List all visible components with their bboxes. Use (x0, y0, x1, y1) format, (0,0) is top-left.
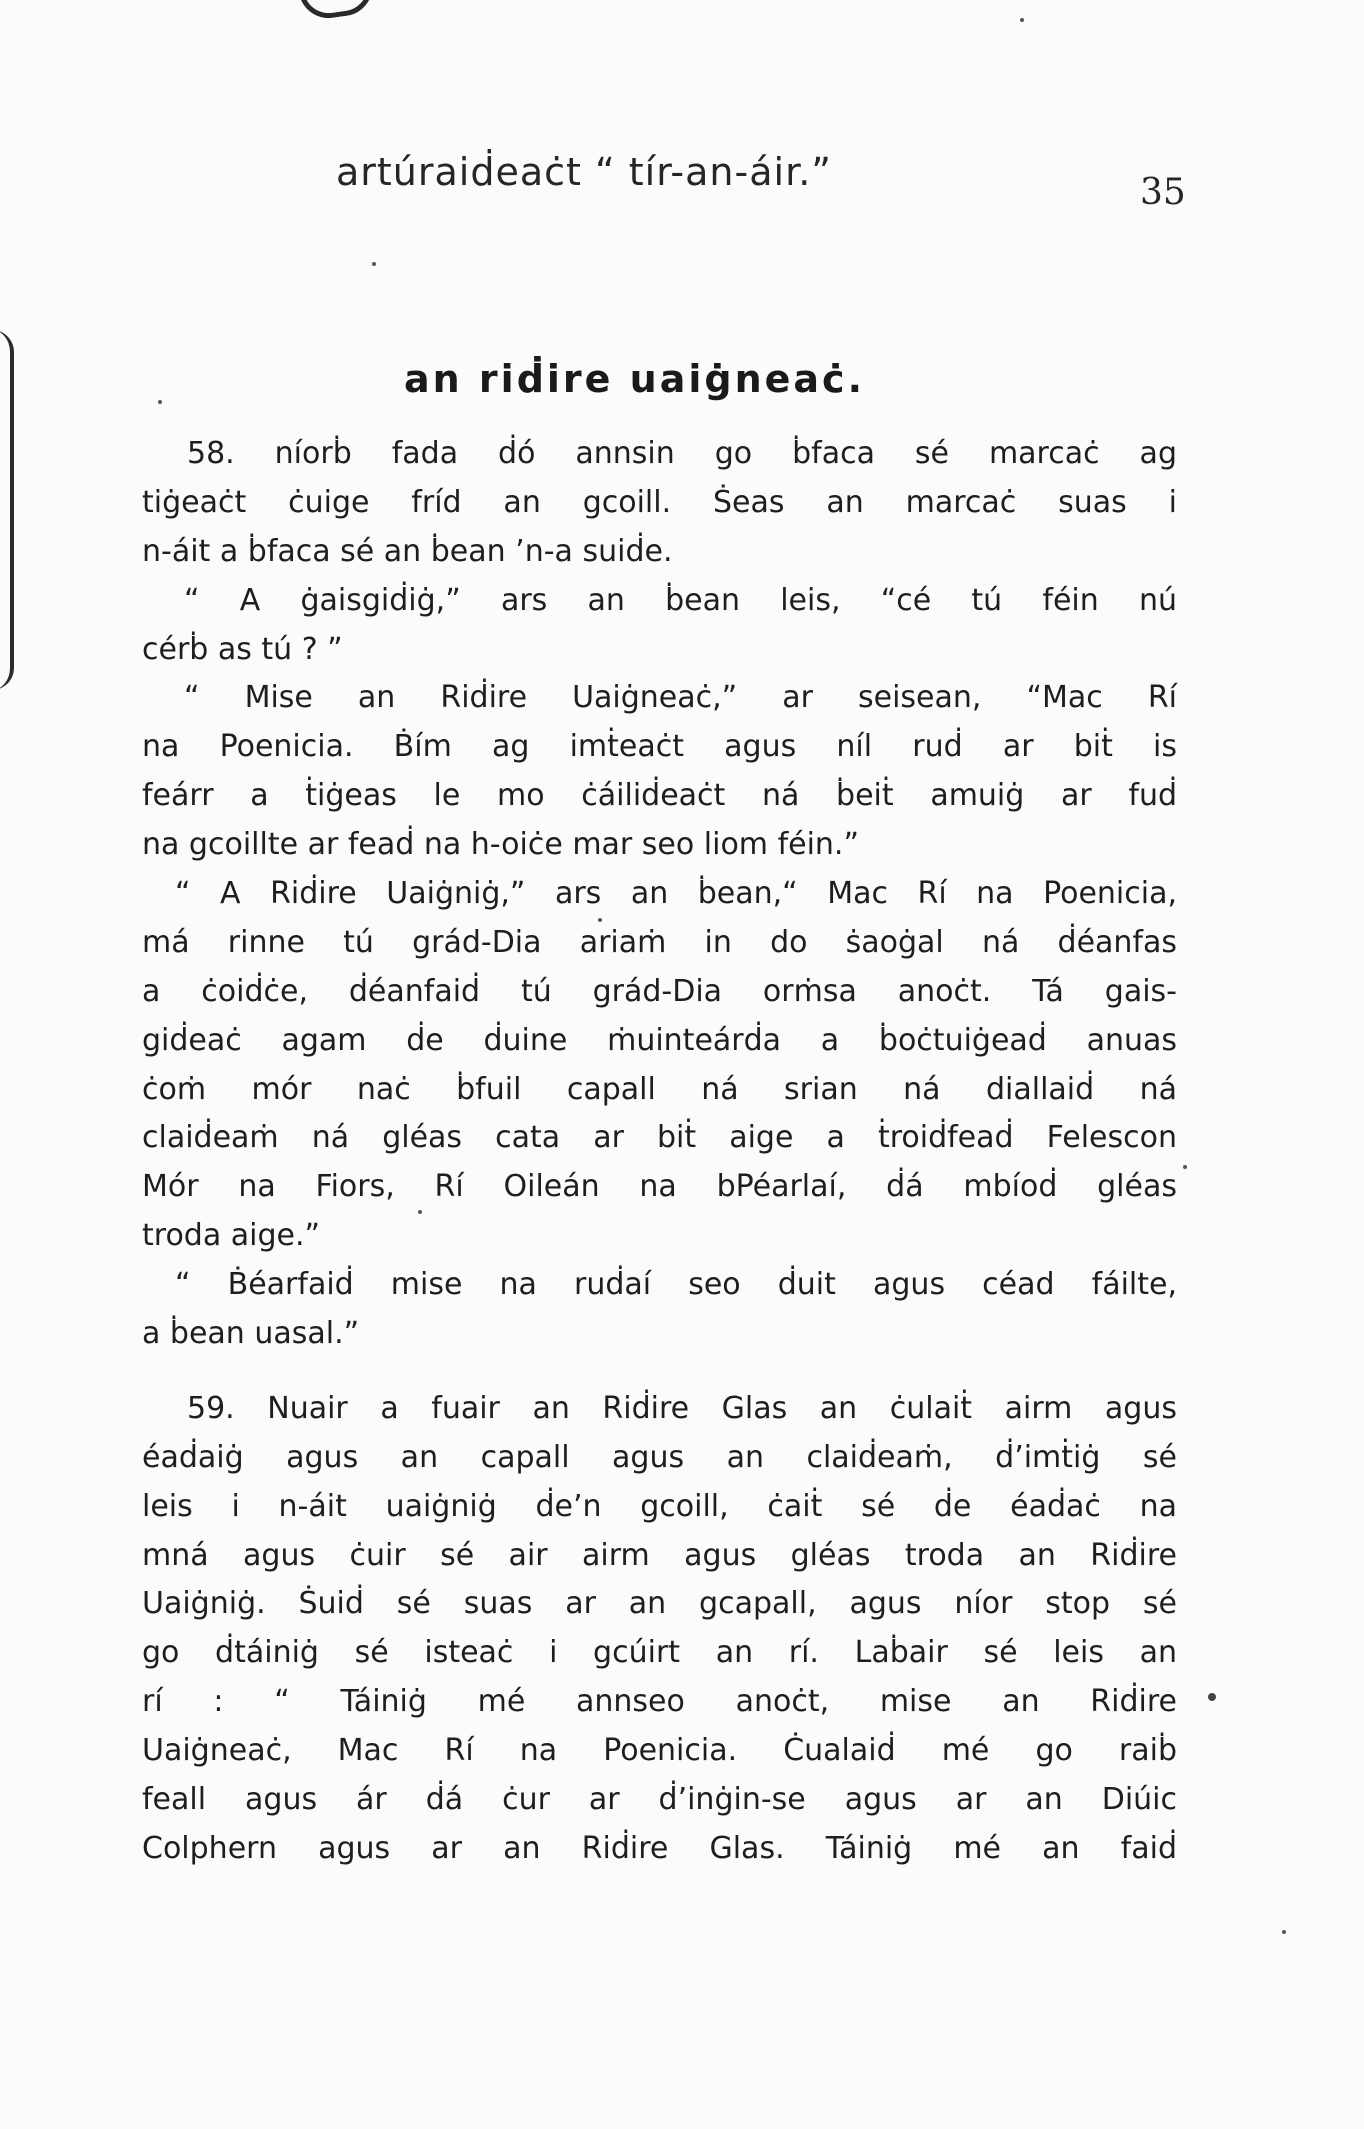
text-line: “ Mise an Riḋire Uaiġneaċ,” ar seisean, “Mac Rí (184, 680, 1177, 716)
paragraph-gap (142, 1359, 1177, 1385)
speck (158, 400, 162, 404)
text-line: má rinne tú grád-Dia ariaṁ in do ṡaoġal ná ḋéanfas (142, 924, 1177, 960)
text-line: claiḋeaṁ ná gléas cata ar biṫ aige a ṫroiḋfeaḋ Felescon (142, 1120, 1177, 1156)
text-line: feall agus ár ḋá ċur ar ḋ’inġin-se agus ar an Diúic (142, 1782, 1177, 1818)
text-line: troda aige.” (142, 1218, 321, 1254)
text-line: mná agus ċuir sé air airm agus gléas troda an Riḋire (142, 1537, 1177, 1573)
text-line: na gcoillte ar feaḋ na h-oiċe mar seo liom féin.” (142, 827, 860, 863)
body-text (142, 430, 1177, 1874)
text-line: rí : “ Táiniġ mé annseo anoċt, mise an Riḋire (142, 1684, 1177, 1720)
text-line: a ḃean uasal.” (142, 1316, 360, 1352)
text-line: ċoṁ mór naċ ḃfuil capall ná srian ná diallaiḋ ná (142, 1071, 1177, 1107)
chapter-title: an riḋire uaiġneaċ. (404, 357, 866, 401)
text-line: cérḃ as tú ? ” (142, 631, 343, 667)
text-line: giḋeaċ agam ḋe ḋuine ṁuinteárḋa a ḃoċtuiġeaḋ anuas (142, 1022, 1177, 1058)
paragraph-59 (142, 1385, 1177, 1874)
text-line: éaḋaiġ agus an capall agus an claiḋeaṁ, ḋ’imṫiġ sé (142, 1439, 1177, 1475)
text-line: leis i n-áit uaiġniġ ḋe’n gcoill, ċaiṫ sé ḋe éaḋaċ na (142, 1488, 1177, 1524)
text-line: Uaiġneaċ, Mac Rí na Poenicia. Ċualaiḋ mé go raiḃ (142, 1733, 1177, 1769)
text-line: n-áit a ḃfaca sé an ḃean ’n-a suiḋe. (142, 533, 673, 569)
speck (1208, 1693, 1216, 1701)
speck (1020, 18, 1024, 22)
text-line: 59. Nuair a fuair an Riḋire Glas an ċulaiṫ airm agus (187, 1390, 1177, 1426)
text-line: “ A Riḋire Uaiġniġ,” ars an ḃean,“ Mac Rí na Poenicia, (175, 876, 1177, 912)
binding-mark (0, 330, 14, 690)
text-line: Colphern agus ar an Riḋire Glas. Táiniġ mé an faiḋ (142, 1830, 1177, 1866)
text-line: 58. níorḃ fada ḋó annsin go ḃfaca sé marcaċ ag (187, 436, 1177, 471)
page-number: 35 (1140, 172, 1186, 213)
text-line: a ċoiḋċe, ḋéanfaiḋ tú grád-Dia orṁsa anoċt. Tá gais- (142, 973, 1177, 1009)
speck (372, 262, 376, 266)
running-head: artúraiḋeaċt “ tír-an-áir.” (336, 150, 832, 194)
text-line: feárr a ṫiġeas le mo ċáiliḋeaċt ná ḃeiṫ amuiġ ar fuḋ (142, 778, 1177, 814)
text-line: tiġeaċt ċuige fríd an gcoill. Ṡeas an marcaċ suas i (142, 484, 1177, 520)
text-line: “ Ḃéarfaiḋ mise na ruḋaí seo ḋuit agus céad fáilte, (175, 1267, 1177, 1303)
ink-blot (298, 0, 377, 22)
text-line: Uaiġniġ. Ṡuiḋ sé suas ar an gcapall, agus níor stop sé (142, 1586, 1177, 1622)
text-line: Mór na Fiors, Rí Oileán na bPéarlaí, ḋá mbíoḋ gléas (142, 1169, 1177, 1205)
paragraph-58 (142, 430, 1177, 1359)
text-line: go ḋtáiniġ sé isteaċ i gcúirt an rí. Laḃair sé leis an (142, 1635, 1177, 1671)
text-line: “ A ġaisgiḋiġ,” ars an ḃean leis, “cé tú féin nú (184, 582, 1177, 618)
speck (1282, 1930, 1286, 1934)
text-line: na Poenicia. Ḃím ag imṫeaċt agus níl ruḋ ar biṫ is (142, 729, 1177, 765)
speck (1183, 1165, 1187, 1169)
